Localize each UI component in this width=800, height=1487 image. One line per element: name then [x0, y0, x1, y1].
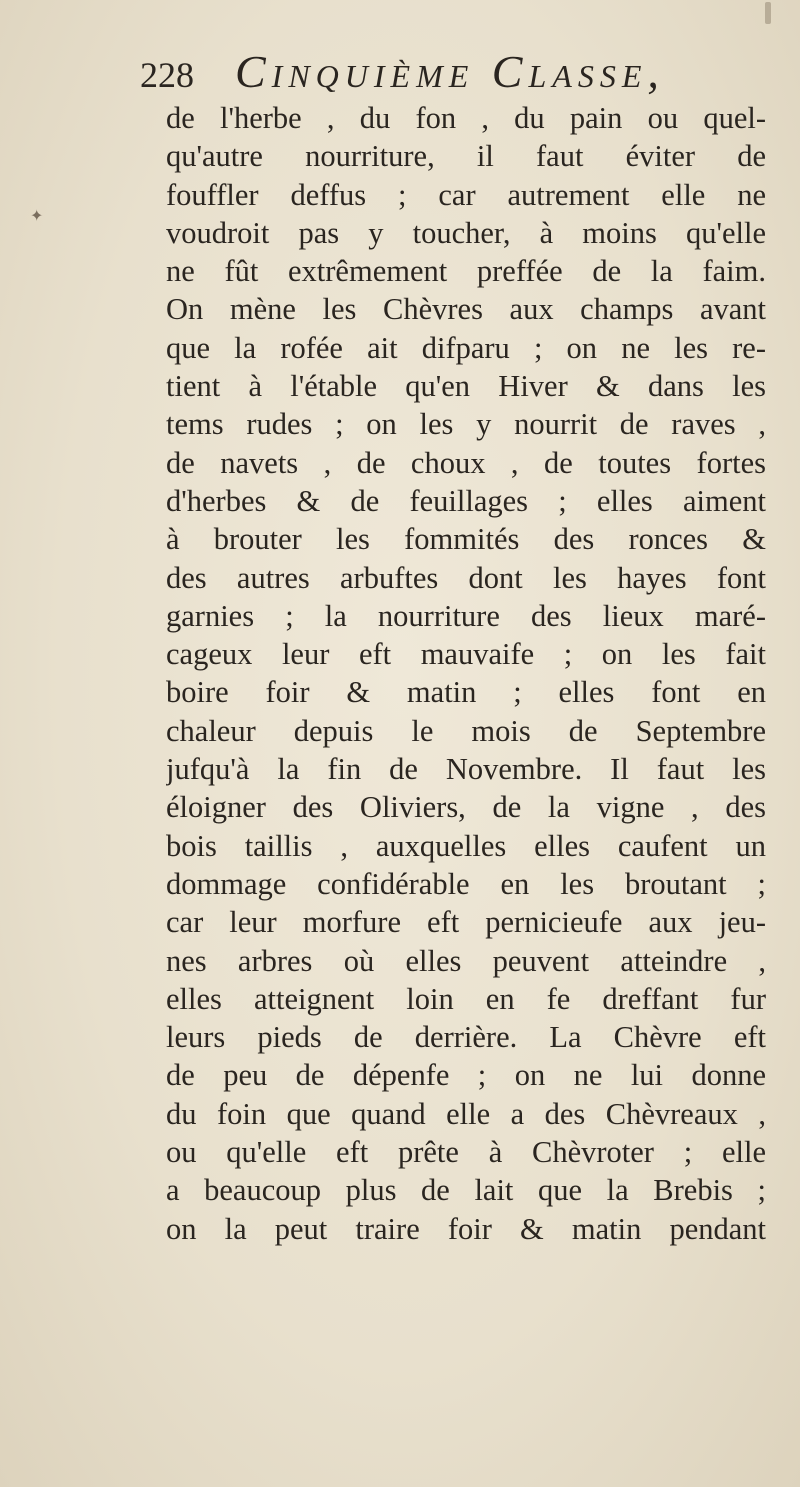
page-header [140, 42, 665, 102]
text-line: ou qu'elle eft prête à Chèvroter ; elle [166, 1135, 766, 1170]
margin-mark: ✦ [30, 208, 44, 225]
text-line: à brouter les fommités des ronces & [166, 522, 766, 557]
text-line: chaleur depuis le mois de Septembre [166, 713, 766, 748]
text-line: voudroit pas y toucher, à moins qu'elle [166, 215, 766, 250]
text-line: dommage confidérable en les broutant ; [166, 866, 766, 901]
text-line: que la rofée ait difparu ; on ne les re- [166, 330, 766, 365]
text-line: de l'herbe , du fon , du pain ou quel- [166, 101, 766, 135]
text-line: garnies ; la nourriture des lieux maré- [166, 598, 766, 633]
text-line: tems rudes ; on les y nourrit de raves , [166, 407, 766, 442]
text-line: boire foir & matin ; elles font en [166, 675, 766, 710]
text-line: jufqu'à la fin de Novembre. Il faut les [166, 752, 766, 787]
text-line: On mène les Chèvres aux champs avant [166, 292, 766, 327]
text-line: bois taillis , auxquelles elles caufent un [166, 828, 766, 863]
page-corner-blemish [765, 2, 771, 24]
text-line: nes arbres où elles peuvent atteindre , [166, 943, 766, 978]
text-line: on la peut traire foir & matin pendant [166, 1211, 766, 1246]
text-line: qu'autre nourriture, il faut éviter de [166, 139, 766, 174]
text-line: a beaucoup plus de lait que la Brebis ; [166, 1173, 766, 1208]
text-line: elles atteignent loin en fe dreffant fur [166, 981, 766, 1016]
text-line: des autres arbuftes dont les hayes font [166, 560, 766, 595]
text-line: de navets , de choux , de toutes fortes [166, 445, 766, 480]
text-line: d'herbes & de feuillages ; elles aiment [166, 483, 766, 518]
text-line: fouffler deffus ; car autrement elle ne [166, 177, 766, 212]
text-line: ne fût extrêmement preffée de la faim. [166, 254, 766, 289]
text-line: leurs pieds de derrière. La Chèvre eft [166, 1020, 766, 1055]
text-line: car leur morfure eft pernicieufe aux jeu- [166, 905, 766, 940]
text-line: cageux leur eft mauvaife ; on les fait [166, 637, 766, 672]
text-line: de peu de dépenfe ; on ne lui donne [166, 1058, 766, 1093]
text-line: tient à l'étable qu'en Hiver & dans les [166, 369, 766, 404]
running-title: Cinquième Classe, [235, 46, 665, 97]
page-number: 228 [140, 55, 194, 95]
text-line: éloigner des Oliviers, de la vigne , des [166, 790, 766, 825]
body-text [166, 99, 766, 1248]
text-line: du foin que quand elle a des Chèvreaux , [166, 1096, 766, 1131]
